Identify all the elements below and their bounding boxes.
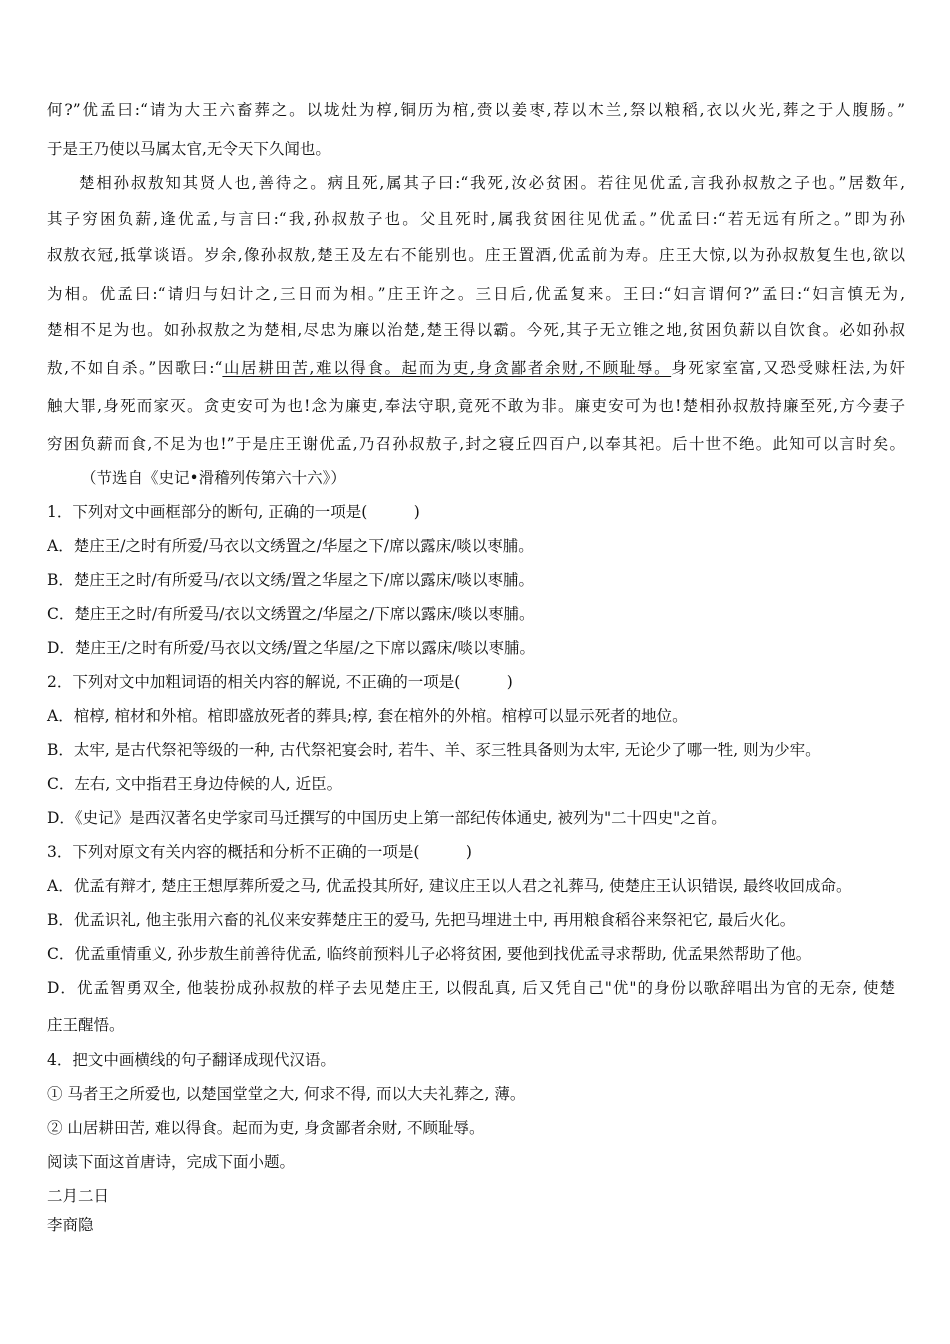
q1-option-d: D．楚庄王/之时有所爱/马衣以文绣/置之华屋/之下席以露床/啖以枣脯。 [47, 639, 536, 657]
q4-item-1: ① 马者王之所爱也, 以楚国堂堂之大, 何求不得, 而以大夫礼葬之, 薄。 [47, 1085, 526, 1103]
q2-option-a: A．棺椁, 棺材和外棺。棺即盛放死者的葬具;椁, 套在棺外的外棺。棺椁可以显示死者的地位。 [47, 707, 688, 725]
poem-author: 李商隐 [47, 1216, 94, 1234]
q1-option-c: C．楚庄王之时/有所爱马/衣以文绣置之/华屋之/下席以露床/啖以枣脯。 [47, 605, 535, 623]
passage-p2-line-8: 穷困负薪而食,不足为也!”于是庄王谢优孟,乃召孙叔敖子,封之寝丘四百户,以奉其祀。后十世不绝。此知可以言时矣。 [47, 435, 905, 453]
q4-stem: 4．把文中画横线的句子翻译成现代汉语。 [47, 1051, 336, 1069]
passage-p1-line-1: 何?”优孟曰:“请为大王六畜葬之。以垅灶为椁,铜历为棺,赍以姜枣,荐以木兰,祭以粮稻,衣以火光,葬之于人腹肠。” [47, 101, 905, 119]
underlined-sentence: 山居耕田苦,难以得食。起而为吏,身贪鄙者余财,不顾耻辱。 [222, 359, 672, 377]
q2-stem: 2．下列对文中加粗词语的相关内容的解说, 不正确的一项是( ) [47, 673, 513, 691]
passage-source: （节选自《史记•滑稽列传第六十六》） [81, 469, 346, 487]
q3-option-b: B．优孟识礼, 他主张用六畜的礼仪来安葬楚庄王的爱马, 先把马埋进土中, 再用粮食稻谷来祭祀它, 最后火化。 [47, 911, 796, 929]
passage-p2-line-3: 叔敖衣冠,抵掌谈语。岁余,像孙叔敖,楚王及左右不能别也。庄王置酒,优孟前为寿。庄王大惊,以为孙叔敖复生也,欲以 [47, 246, 905, 264]
passage-p2-line-4: 为相。优孟曰:“请归与妇计之,三日而为相。”庄王许之。三日后,优孟复来。王曰:“妇言谓何?”孟曰:“妇言慎无为, [47, 285, 905, 303]
passage-p1-line-2: 于是王乃使以马属太官,无令天下久闻也。 [47, 140, 331, 158]
passage-p2-line-7: 触大罪,身死而家灭。贪吏安可为也!念为廉吏,奉法守职,竟死不敢为非。廉吏安可为也!楚相孙叔敖持廉至死,方今妻子 [47, 397, 905, 415]
passage-p2-line-5: 楚相不足为也。如孙叔敖之为楚相,尽忠为廉以治楚,楚王得以霸。今死,其子无立锥之地,贫困负薪以自饮食。必如孙叔 [47, 321, 905, 339]
section-intro: 阅读下面这首唐诗，完成下面小题。 [47, 1153, 296, 1171]
passage-p2-line-1: 楚相孙叔敖知其贤人也,善待之。病且死,属其子曰:“我死,汝必贫困。若往见优孟,言我孙叔敖之子也。”居数年, [79, 174, 905, 192]
passage-p2-line-6 [47, 358, 905, 378]
poem-title: 二月二日 [47, 1187, 110, 1205]
q1-option-b: B．楚庄王之时/有所爱马/衣以文绣/置之华屋之下/席以露床/啖以枣脯。 [47, 571, 535, 589]
q3-option-c: C．优孟重情重义, 孙步敖生前善待优孟, 临终前预料儿子必将贫困, 要他到找优孟寻求帮助, 优孟果然帮助了他。 [47, 945, 812, 963]
line6-before: 敖,不如自杀。”因歌曰:“ [47, 359, 223, 377]
q2-option-c: C．左右, 文中指君王身边侍候的人, 近臣。 [47, 775, 343, 793]
q1-stem: 1．下列对文中画框部分的断句, 正确的一项是( ) [47, 503, 420, 521]
passage-p2-line-2: 其子穷困负薪,逢优孟,与言曰:“我,孙叔敖子也。父且死时,属我贫困往见优孟。”优孟曰:“若无远有所之。”即为孙 [47, 210, 905, 228]
q3-option-d-line-2: 庄王醒悟。 [47, 1016, 125, 1034]
q2-option-d: D．《史记》是西汉著名史学家司马迁撰写的中国历史上第一部纪传体通史, 被列为"二十四史"之首。 [47, 809, 727, 827]
line6-after: 身死家室富,又恐受赇枉法,为奸 [671, 359, 905, 377]
q3-stem: 3．下列对原文有关内容的概括和分析不正确的一项是( ) [47, 843, 472, 861]
q1-option-a: A．楚庄王/之时有所爱/马衣以文绣置之/华屋之下/席以露床/啖以枣脯。 [47, 537, 534, 555]
q2-option-b: B．太牢, 是古代祭祀等级的一种, 古代祭祀宴会时, 若牛、羊、豕三牲具备则为太牢, 无论少了哪一牲, 则为少牢。 [47, 741, 821, 759]
q4-item-2: ② 山居耕田苦, 难以得食。起而为吏, 身贪鄙者余财, 不顾耻辱。 [47, 1119, 485, 1137]
q3-option-a: A．优孟有辩才, 楚庄王想厚葬所爱之马, 优孟投其所好, 建议庄王以人君之礼葬马, 使楚庄王认识错误, 最终收回成命。 [47, 877, 852, 895]
q3-option-d-line-1: D．优孟智勇双全, 他装扮成孙叔敖的样子去见楚庄王, 以假乱真, 后又凭自己"优"的身份以歌辞唱出为官的无奈, 使楚 [47, 979, 895, 997]
